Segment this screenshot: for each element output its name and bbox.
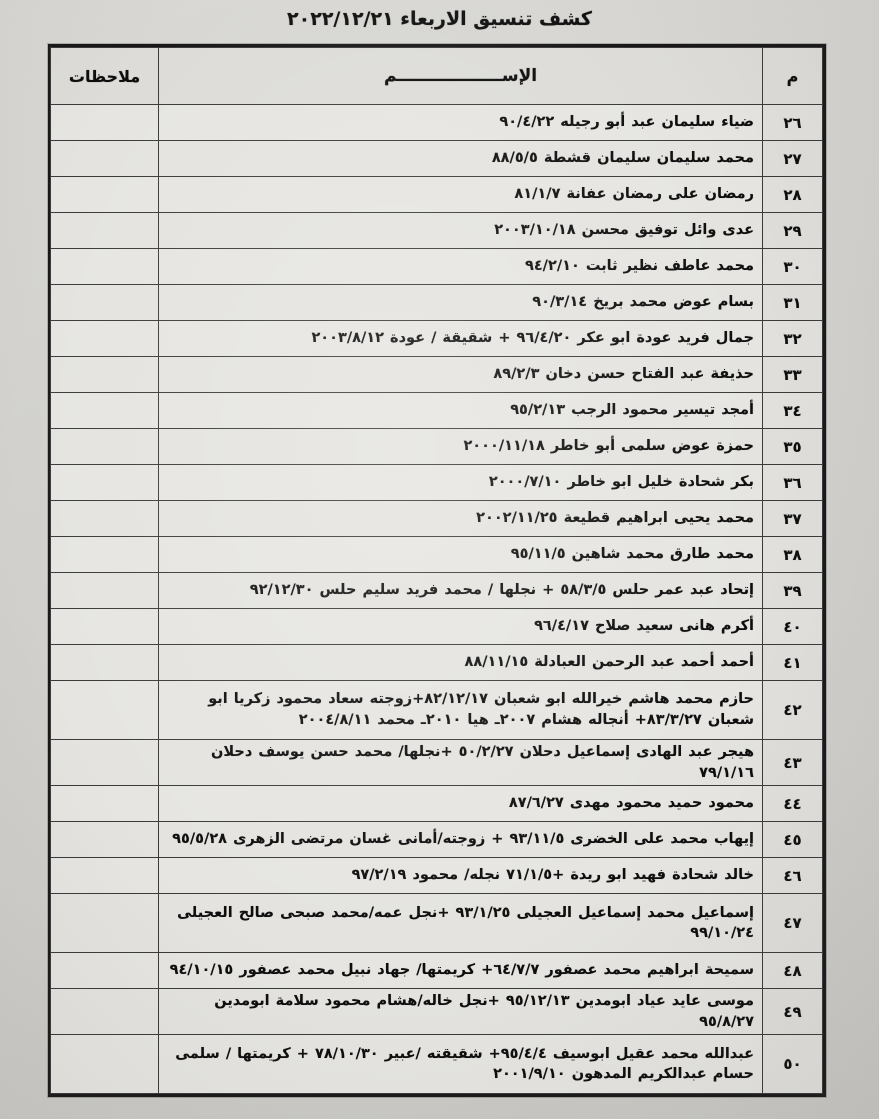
column-header-name: الإســــــــــــــــــم	[159, 48, 763, 105]
row-name-cell: محمد يحيى ابراهيم قطيعة ٢٠٠٢/١١/٢٥	[159, 501, 763, 537]
row-notes-cell	[51, 465, 159, 501]
table-row	[51, 357, 823, 393]
row-notes-cell	[51, 429, 159, 465]
row-index-cell: ٣٨	[763, 537, 823, 573]
table-header-row	[51, 48, 823, 105]
table-row	[51, 894, 823, 953]
row-name-cell: إسماعيل محمد إسماعيل العجيلى ٩٣/١/٢٥ +نجل عمه/محمد صبحى صالح العجيلى ٩٩/١٠/٢٤	[159, 894, 763, 953]
table-body	[51, 105, 823, 1094]
row-notes-cell	[51, 858, 159, 894]
row-name-cell: عدى وائل توفيق محسن ٢٠٠٣/١٠/١٨	[159, 213, 763, 249]
row-index-cell: ٤١	[763, 645, 823, 681]
table-row	[51, 321, 823, 357]
coordination-table-container	[48, 44, 826, 1097]
row-notes-cell	[51, 681, 159, 740]
row-notes-cell	[51, 105, 159, 141]
row-index-cell: ٤٢	[763, 681, 823, 740]
row-notes-cell	[51, 740, 159, 786]
row-index-cell: ٣٠	[763, 249, 823, 285]
row-index-cell: ٢٧	[763, 141, 823, 177]
table-header	[51, 48, 823, 105]
table-row	[51, 141, 823, 177]
row-index-cell: ٣٥	[763, 429, 823, 465]
row-notes-cell	[51, 1035, 159, 1094]
row-name-cell: حازم محمد هاشم خيرالله ابو شعبان ٨٢/١٢/١٧+زوجته سعاد محمود زكريا ابو شعبان ٨٣/٣/٢٧+ أنجاله هشام ٢٠٠٧ـ هيا ٢٠١٠ـ محمد ٢٠٠٤/٨/١١	[159, 681, 763, 740]
row-index-cell: ٣٤	[763, 393, 823, 429]
column-header-index: م	[763, 48, 823, 105]
row-name-cell: محمد عاطف نظير ثابت ٩٤/٢/١٠	[159, 249, 763, 285]
table-row	[51, 105, 823, 141]
row-name-cell: حذيفة عبد الفتاح حسن دخان ٨٩/٢/٣	[159, 357, 763, 393]
row-index-cell: ٤٤	[763, 786, 823, 822]
table-row	[51, 465, 823, 501]
row-index-cell: ٣٧	[763, 501, 823, 537]
row-name-cell: رمضان على رمضان عفانة ٨١/١/٧	[159, 177, 763, 213]
table-row	[51, 537, 823, 573]
row-notes-cell	[51, 894, 159, 953]
row-notes-cell	[51, 537, 159, 573]
table-row	[51, 858, 823, 894]
table-row	[51, 1035, 823, 1094]
row-notes-cell	[51, 501, 159, 537]
coordination-table	[50, 47, 823, 1094]
row-index-cell: ٥٠	[763, 1035, 823, 1094]
row-name-cell: محمد طارق محمد شاهين ٩٥/١١/٥	[159, 537, 763, 573]
table-row	[51, 393, 823, 429]
row-index-cell: ٣١	[763, 285, 823, 321]
row-name-cell: ضياء سليمان عبد أبو رجيله ٩٠/٤/٢٢	[159, 105, 763, 141]
row-index-cell: ٣٩	[763, 573, 823, 609]
row-index-cell: ٣٢	[763, 321, 823, 357]
row-name-cell: حمزة عوض سلمى أبو خاطر ٢٠٠٠/١١/١٨	[159, 429, 763, 465]
row-notes-cell	[51, 357, 159, 393]
row-index-cell: ٢٩	[763, 213, 823, 249]
row-index-cell: ٤٦	[763, 858, 823, 894]
table-row	[51, 953, 823, 989]
row-index-cell: ٤٧	[763, 894, 823, 953]
page-title: كشف تنسيق الاربعاء ٢٠٢٢/١٢/٢١	[287, 8, 592, 30]
row-name-cell: جمال فريد عودة ابو عكر ٩٦/٤/٢٠ + شقيقة / عودة ٢٠٠٣/٨/١٢	[159, 321, 763, 357]
table-row	[51, 429, 823, 465]
row-notes-cell	[51, 822, 159, 858]
row-notes-cell	[51, 393, 159, 429]
row-notes-cell	[51, 321, 159, 357]
row-name-cell: خالد شحادة فهيد ابو ريدة +٧١/١/٥ نجله/ محمود ٩٧/٢/١٩	[159, 858, 763, 894]
table-row	[51, 989, 823, 1035]
row-name-cell: محمود حميد محمود مهدى ٨٧/٦/٢٧	[159, 786, 763, 822]
row-index-cell: ٤٩	[763, 989, 823, 1035]
table-row	[51, 645, 823, 681]
row-index-cell: ٤٥	[763, 822, 823, 858]
row-notes-cell	[51, 177, 159, 213]
row-name-cell: أحمد أحمد عبد الرحمن العبادلة ٨٨/١١/١٥	[159, 645, 763, 681]
table-row	[51, 501, 823, 537]
row-notes-cell	[51, 645, 159, 681]
table-row	[51, 681, 823, 740]
row-notes-cell	[51, 249, 159, 285]
row-name-cell: عبدالله محمد عقيل ابوسيف ٩٥/٤/٤+ شقيقته /عبير ٧٨/١٠/٣٠ + كريمتها / سلمى حسام عبدالكريم المدهون ٢٠٠١/٩/١٠	[159, 1035, 763, 1094]
row-name-cell: سميحة ابراهيم محمد عصفور ٦٤/٧/٧+ كريمتها/ جهاد نبيل محمد عصفور ٩٤/١٠/١٥	[159, 953, 763, 989]
row-notes-cell	[51, 953, 159, 989]
row-index-cell: ٤٨	[763, 953, 823, 989]
table-row	[51, 786, 823, 822]
row-index-cell: ٣٦	[763, 465, 823, 501]
row-name-cell: موسى عايد عياد ابومدين ٩٥/١٢/١٣ +نجل خاله/هشام محمود سلامة ابومدين ٩٥/٨/٢٧	[159, 989, 763, 1035]
row-notes-cell	[51, 285, 159, 321]
row-notes-cell	[51, 213, 159, 249]
row-name-cell: محمد سليمان سليمان قشطة ٨٨/٥/٥	[159, 141, 763, 177]
table-row	[51, 822, 823, 858]
column-header-notes: ملاحظات	[51, 48, 159, 105]
table-row	[51, 177, 823, 213]
row-name-cell: بكر شحادة خليل ابو خاطر ٢٠٠٠/٧/١٠	[159, 465, 763, 501]
row-index-cell: ٢٦	[763, 105, 823, 141]
row-notes-cell	[51, 573, 159, 609]
row-index-cell: ٤٣	[763, 740, 823, 786]
row-notes-cell	[51, 141, 159, 177]
row-name-cell: هيجر عبد الهادى إسماعيل دحلان ٥٠/٢/٢٧ +نجلها/ محمد حسن يوسف دحلان ٧٩/١/١٦	[159, 740, 763, 786]
row-index-cell: ٢٨	[763, 177, 823, 213]
table-row	[51, 609, 823, 645]
table-row	[51, 249, 823, 285]
row-notes-cell	[51, 989, 159, 1035]
row-notes-cell	[51, 786, 159, 822]
row-name-cell: إتحاد عبد عمر حلس ٥٨/٣/٥ + نجلها / محمد فريد سليم حلس ٩٢/١٢/٣٠	[159, 573, 763, 609]
row-index-cell: ٣٣	[763, 357, 823, 393]
row-index-cell: ٤٠	[763, 609, 823, 645]
row-name-cell: أمجد تيسير محمود الرجب ٩٥/٢/١٣	[159, 393, 763, 429]
row-name-cell: إيهاب محمد على الخضرى ٩٣/١١/٥ + زوجته/أمانى غسان مرتضى الزهرى ٩٥/٥/٢٨	[159, 822, 763, 858]
table-row	[51, 285, 823, 321]
row-name-cell: بسام عوض محمد بريخ ٩٠/٣/١٤	[159, 285, 763, 321]
row-notes-cell	[51, 609, 159, 645]
table-row	[51, 740, 823, 786]
table-row	[51, 573, 823, 609]
row-name-cell: أكرم هانى سعيد صلاح ٩٦/٤/١٧	[159, 609, 763, 645]
table-row	[51, 213, 823, 249]
